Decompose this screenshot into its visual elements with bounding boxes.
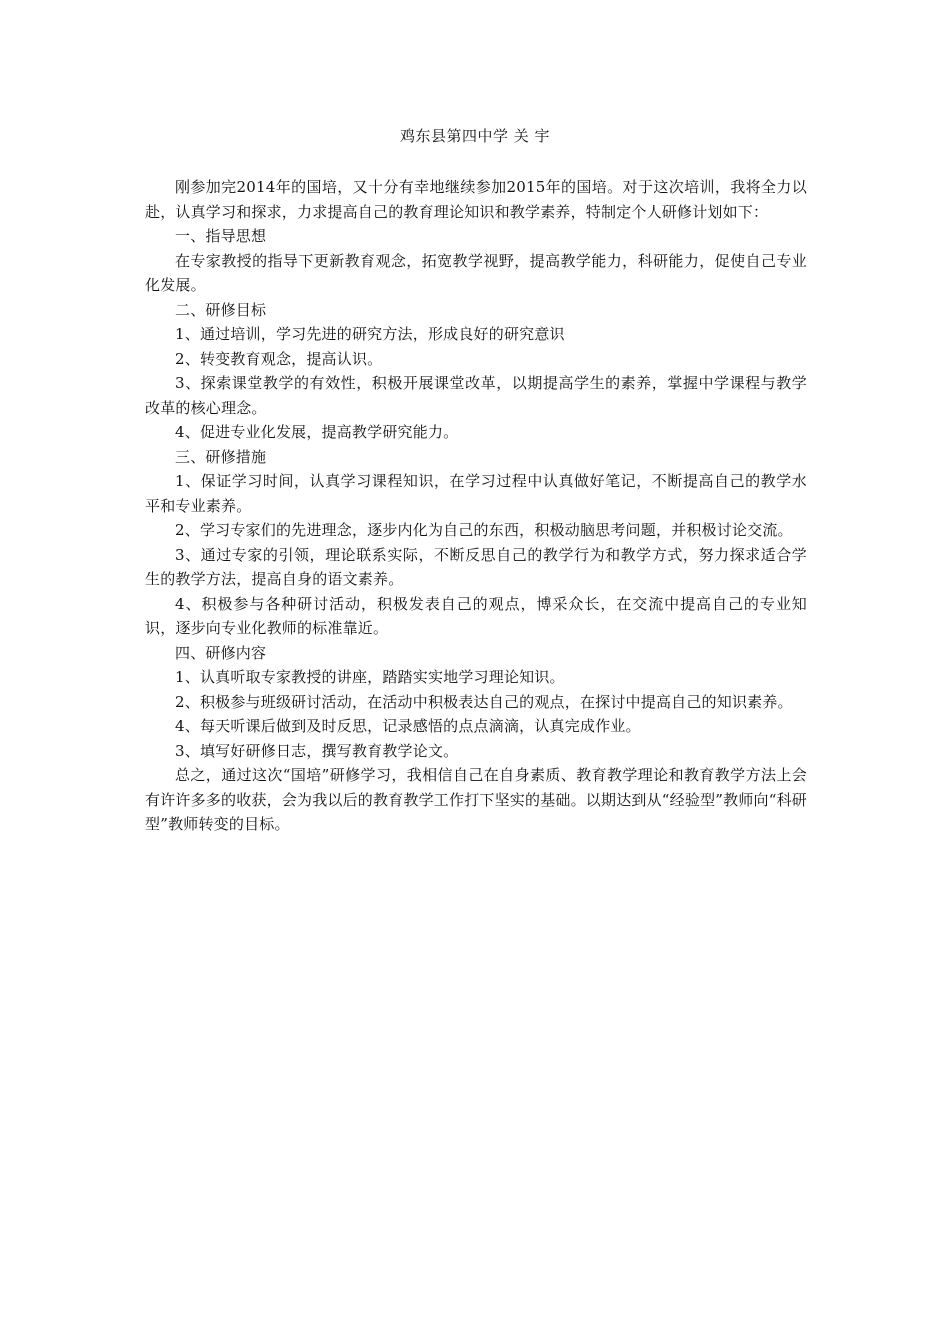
document-title: 鸡东县第四中学 关 宇 [399,127,551,145]
list-item: 4、积极参与各种研讨活动，积极发表自己的观点，博采众长，在交流中提高自己的专业知识，逐步向专业化教师的标准靠近。 [145,594,807,637]
list-item: 2、积极参与班级研讨活动，在活动中积极表达自己的观点，在探讨中提高自己的知识素养。 [175,692,793,711]
list-item: 1、通过培训，学习先进的研究方法，形成良好的研究意识 [175,325,565,343]
section-heading-measures: 三、研修措施 [175,447,267,466]
list-item: 1、认真听取专家教授的讲座，踏踏实实地学习理论知识。 [175,668,565,686]
intro-paragraph: 刚参加完2014年的国培，又十分有幸地继续参加2015年的国培。对于这次培训，我将全力以赴，认真学习和探求，力求提高自己的教育理论知识和教学素养，特制定个人研修计划如下： [145,178,807,221]
conclusion-paragraph: 总之，通过这次“国培”研修学习，我相信自己在自身素质、教育教学理论和教育教学方法上会有许许多多的收获，会为我以后的教育教学工作打下坚实的基础。以期达到从“经验型”教师向“科研型”教师转变的目标。 [145,766,808,833]
list-item: 3、探索课堂教学的有效性，积极开展课堂改革，以期提高学生的素养，掌握中学课程与教学改革的核心理念。 [145,374,807,417]
list-item: 1、保证学习时间，认真学习课程知识，在学习过程中认真做好笔记，不断提高自己的教学水平和专业素养。 [145,472,807,515]
list-item: 2、转变教育观念，提高认识。 [175,349,383,368]
section-heading-guiding-thought: 一、指导思想 [175,227,267,245]
paragraph: 在专家教授的指导下更新教育观念，拓宽教学视野，提高教学能力，科研能力，促使自己专业化发展。 [145,251,807,294]
list-item: 4、促进专业化发展，提高教学研究能力。 [175,423,459,441]
document-body [145,175,807,837]
list-item: 2、学习专家们的先进理念，逐步内化为自己的东西，积极动脑思考问题，并积极讨论交流。 [175,521,793,539]
section-heading-content: 四、研修内容 [175,643,267,662]
list-item: 3、通过专家的引领，理论联系实际，不断反思自己的教学行为和教学方式，努力探求适合学生的教学方法，提高自身的语文素养。 [145,545,807,588]
list-item: 4、每天听课后做到及时反思，记录感悟的点点滴滴，认真完成作业。 [175,717,641,735]
section-heading-goals: 二、研修目标 [175,300,267,319]
list-item: 3、填写好研修日志，撰写教育教学论文。 [175,741,459,760]
